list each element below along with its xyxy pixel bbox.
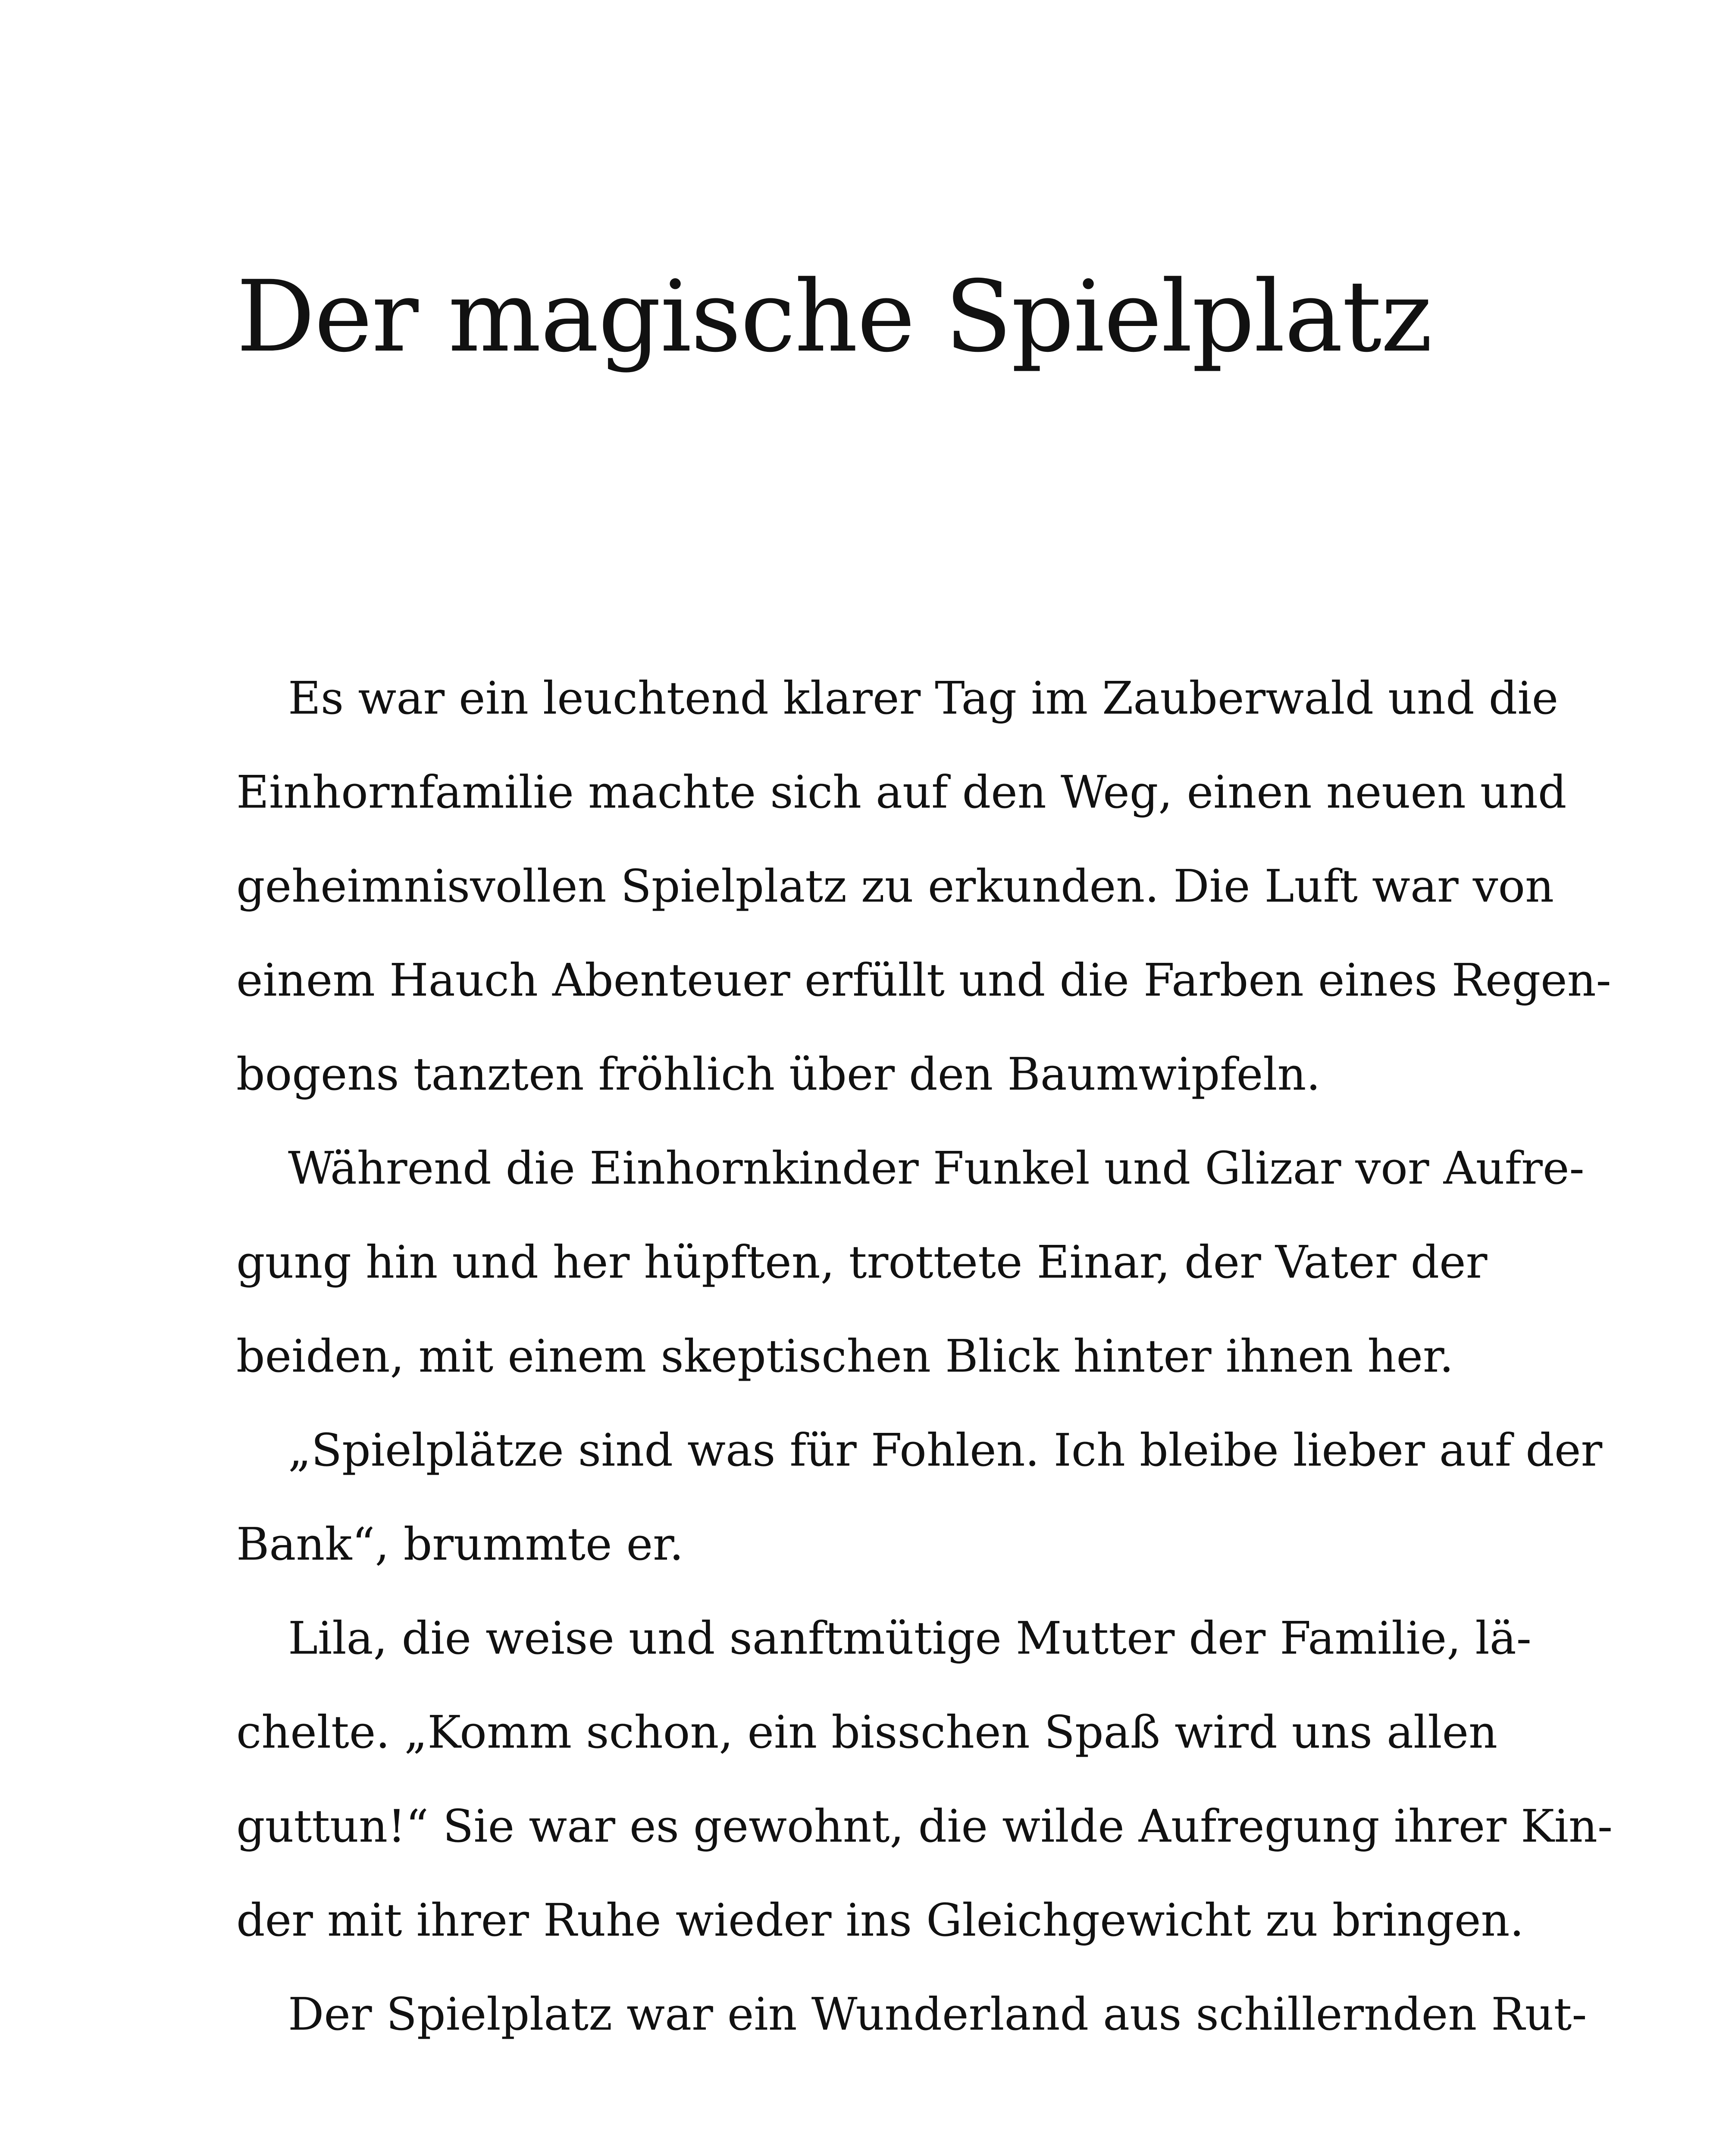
text-line: einem Hauch Abenteuer erfüllt und die Farben eines Regen-: [236, 954, 1611, 1006]
text-line: der mit ihrer Ruhe wieder ins Gleichgewicht zu bringen.: [236, 1894, 1524, 1946]
text-line: Der Spielplatz war ein Wunderland aus schillernden Rut-: [288, 1988, 1587, 2040]
text-line: Einhornfamilie machte sich auf den Weg, einen neuen und: [236, 766, 1567, 818]
text-line: chelte. „Komm schon, ein bisschen Spaß wird uns allen: [236, 1706, 1498, 1758]
body-text: [236, 651, 1613, 2061]
text-line: guttun!“ Sie war es gewohnt, die wilde Aufregung ihrer Kin-: [236, 1800, 1613, 1852]
text-line: Lila, die weise und sanftmütige Mutter der Familie, lä-: [288, 1612, 1532, 1664]
text-line: beiden, mit einem skeptischen Blick hinter ihnen her.: [236, 1330, 1454, 1382]
text-line: Es war ein leuchtend klarer Tag im Zauberwald und die: [288, 672, 1559, 724]
text-line: „Spielplätze sind was für Fohlen. Ich bleibe lieber auf der: [288, 1424, 1603, 1476]
text-line: Bank“, brummte er.: [236, 1518, 684, 1570]
text-line: bogens tanzten fröhlich über den Baumwipfeln.: [236, 1048, 1321, 1100]
chapter-title: Der magische Spielplatz: [236, 259, 1432, 374]
text-line: Während die Einhornkinder Funkel und Glizar vor Aufre-: [288, 1142, 1585, 1194]
text-line: geheimnisvollen Spielplatz zu erkunden. Die Luft war von: [236, 860, 1554, 912]
text-line: gung hin und her hüpften, trottete Einar, der Vater der: [236, 1236, 1488, 1288]
